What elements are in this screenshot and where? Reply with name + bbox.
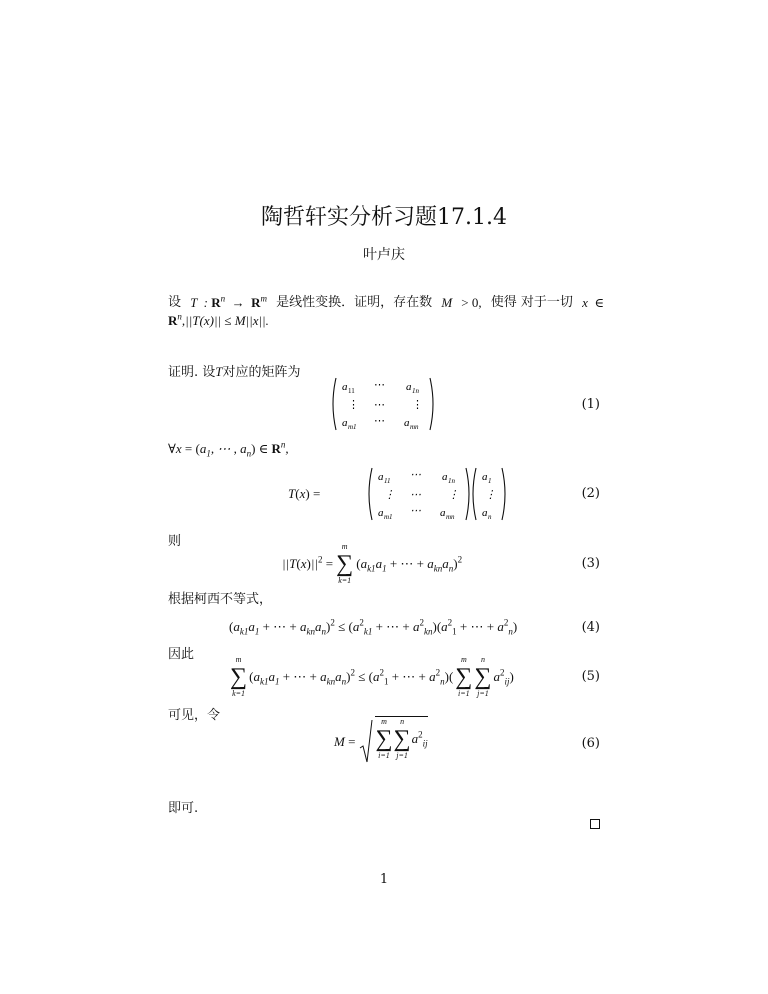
svg-text:m1: m1	[348, 423, 357, 431]
problem-cond: > 0,	[461, 295, 482, 310]
svg-text:a: a	[378, 507, 384, 519]
paper-author: 叶卢庆	[363, 247, 405, 263]
equation-number-6: (6)	[581, 736, 600, 751]
svg-text:11: 11	[384, 477, 391, 485]
equation-number-5: (5)	[581, 669, 600, 684]
problem-line-1	[168, 294, 604, 312]
svg-text:1: 1	[488, 477, 492, 485]
svg-text:1n: 1n	[448, 477, 456, 485]
problem-prefix: 设	[168, 295, 182, 310]
visible-label: 可见，令	[168, 708, 221, 723]
equation-number-2: (2)	[581, 486, 600, 501]
problem-map-desc: 是线性变换．证明，存在数	[276, 295, 433, 310]
matrix-1	[330, 376, 436, 432]
sum-j-5: n ∑ j=1	[474, 655, 492, 698]
svg-text:⋮: ⋮	[412, 398, 423, 411]
equation-2	[288, 466, 497, 522]
page-number: 1	[379, 872, 389, 887]
equation-4: ($a_{k1}a_1$ + ⋯ + $a_{kn}a_n)^2 \le (a^2_{k1}$ + ⋯ + $a^2_{kn})(a^2_1$ + ⋯ + $a^2_n$)	[229, 617, 518, 637]
svg-text:⋯: ⋯	[410, 469, 422, 481]
equation-number-3: (3)	[581, 556, 600, 571]
svg-text:a: a	[482, 471, 488, 483]
svg-text:⋮: ⋮	[348, 398, 359, 411]
math-M: M	[441, 295, 453, 310]
qed-square-icon	[590, 819, 600, 829]
equation-number-1: (1)	[581, 397, 600, 412]
svg-text:a: a	[378, 471, 384, 483]
equation-3: $||T(x)||^2$ = m ∑ k=1 ($a_{k1}a_1$ + ⋯ + $a_{kn}a_n)^2$	[282, 542, 463, 585]
proof-intro	[168, 363, 301, 382]
proof-intro-label: 证明. 设	[168, 365, 216, 380]
svg-text:a: a	[440, 507, 446, 519]
math-x-in: x ∈	[582, 295, 604, 310]
svg-text:mn: mn	[410, 423, 419, 431]
matrix-vector-2	[324, 466, 497, 522]
sqrt-content: m ∑ i=1 n ∑ j=1 $a^2_{ij}$	[375, 716, 428, 760]
svg-text:⋯: ⋯	[374, 398, 385, 411]
problem-statement	[168, 294, 604, 330]
math-T-map: T : $R^n \to R^m$	[190, 293, 268, 310]
svg-text:⋯: ⋯	[410, 489, 422, 501]
sum-k-5: m ∑ k=1	[230, 655, 248, 698]
paper-title: 陶哲轩实分析习题17.1.4	[261, 205, 507, 230]
svg-text:1n: 1n	[412, 387, 419, 395]
svg-text:a: a	[482, 507, 488, 519]
sum-i-5: m ∑ i=1	[455, 655, 473, 698]
hence-label: 因此	[168, 647, 195, 662]
then-label: 则	[168, 534, 182, 549]
proof-intro-label-2: 对应的矩阵为	[222, 365, 301, 380]
svg-text:11: 11	[348, 387, 355, 395]
svg-text:⋮: ⋮	[384, 489, 396, 501]
svg-text:a: a	[342, 417, 348, 429]
svg-text:⋮: ⋮	[448, 489, 460, 501]
math-Tx: T(x) =	[288, 486, 321, 501]
svg-text:a: a	[342, 381, 348, 393]
equation-6: M = m ∑ i=1 n ∑ j=1 $a^2_{ij}$	[334, 718, 428, 766]
cauchy-label: 根据柯西不等式，	[168, 592, 273, 607]
forall-line: ∀x = ($a_1$, ⋯ , $a_n$) ∈ $R^n$,	[168, 439, 289, 459]
svg-text:m1: m1	[384, 513, 393, 521]
svg-text:a: a	[404, 417, 410, 429]
svg-text:⋯: ⋯	[374, 414, 385, 427]
svg-text:⋯: ⋯	[374, 378, 385, 391]
svg-text:⋯: ⋯	[410, 505, 422, 517]
sum-k: m ∑ k=1	[336, 542, 354, 585]
problem-line-2: $R^n,||T(x)|| \le M||x||$.	[168, 311, 269, 328]
equation-5: m ∑ k=1 ($a_{k1}a_1$ + ⋯ + $a_{kn}a_n)^2 \le (a^2_1$ + ⋯ + $a^2_n$)( m ∑ i=1 n ∑ j=1 $a^2_{ij}$)	[230, 655, 514, 698]
svg-text:a: a	[406, 381, 412, 393]
equation-1	[330, 376, 436, 436]
svg-text:mn: mn	[446, 513, 455, 521]
equation-number-4: (4)	[581, 620, 600, 635]
end-label: 即可.	[168, 801, 199, 816]
math-T: T	[215, 364, 223, 379]
svg-text:a: a	[442, 471, 448, 483]
svg-text:⋮: ⋮	[485, 489, 497, 501]
problem-rest: 使得 对于一切	[490, 295, 573, 310]
sqrt-sign	[359, 718, 373, 766]
svg-text:n: n	[488, 513, 492, 521]
